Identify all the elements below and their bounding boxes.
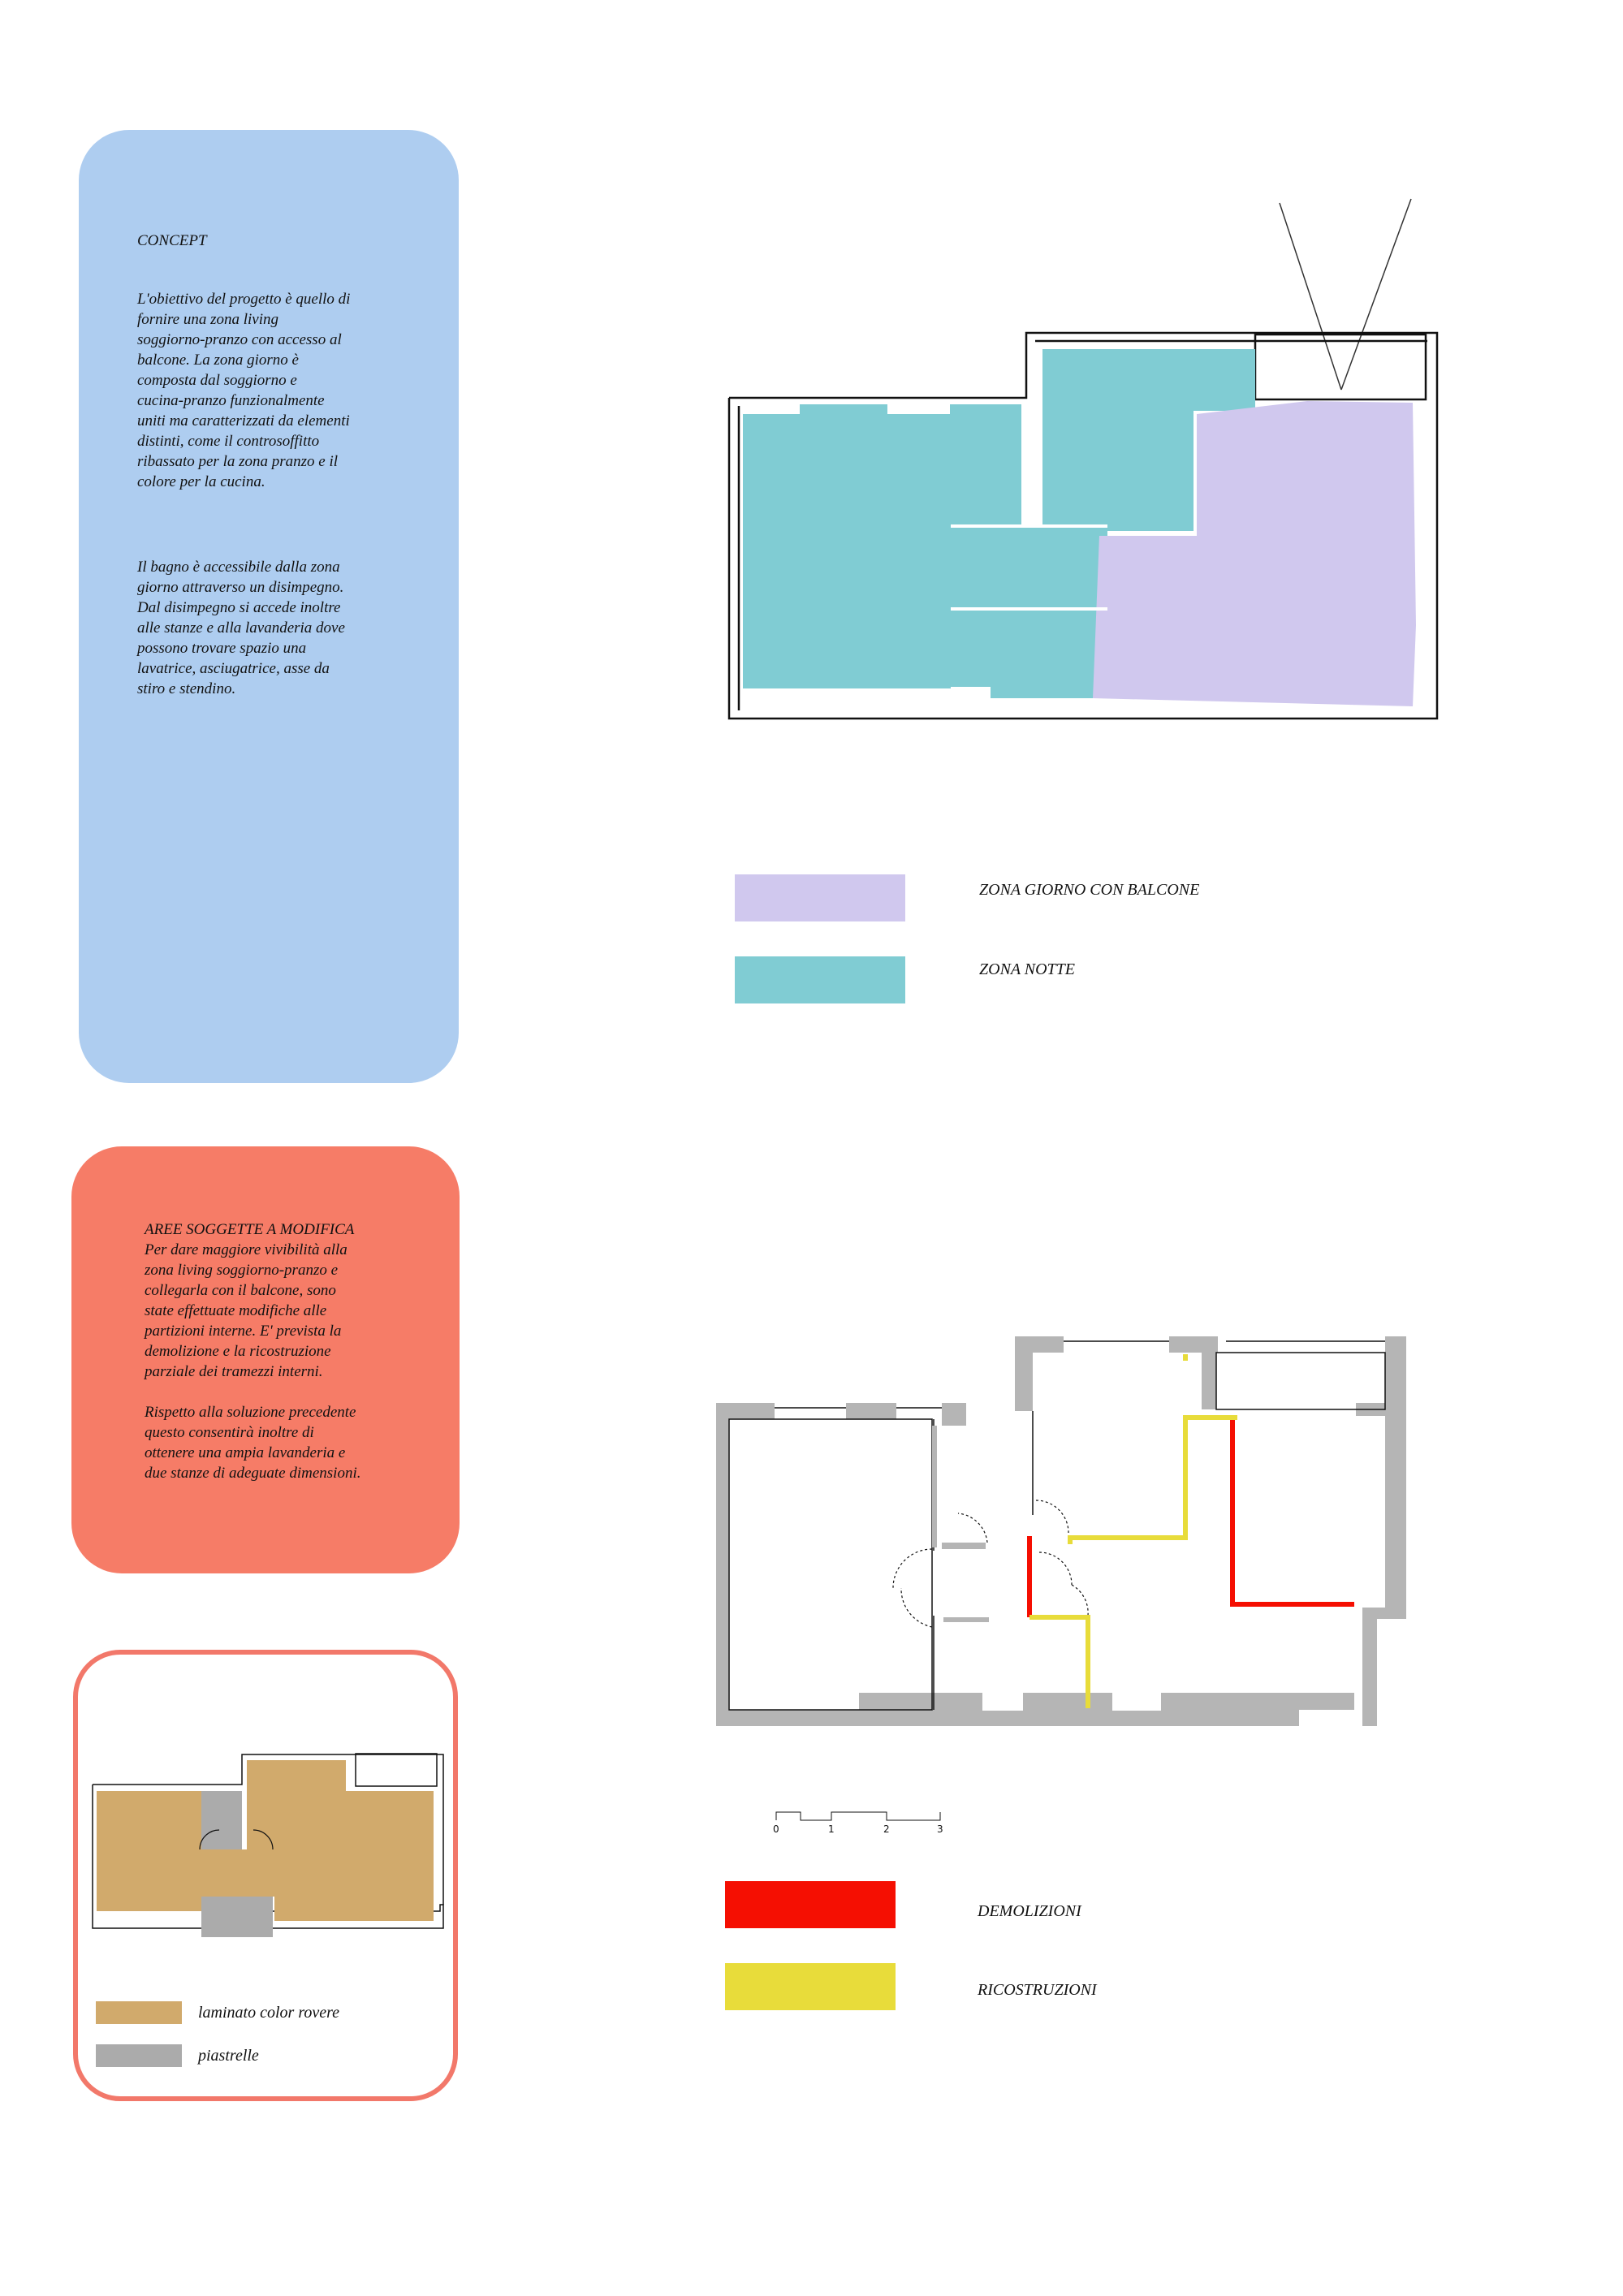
demolizioni-swatch xyxy=(725,1881,896,1928)
concept-paragraph-1: L'obiettivo del progetto è quello di fornire una zona living soggiorno-pranzo con accesso al balcone. La zona giorno è composta dal soggiorno e cucina-pranzo funzionalmente uniti ma caratterizzati da elementi distinti, come il controsoffitto ribassato per la zona pranzo e il colore per la cucina. xyxy=(137,291,351,490)
modifications-plan xyxy=(706,1323,1518,1835)
zona-giorno-label: ZONA GIORNO CON BALCONE xyxy=(979,881,1200,899)
zona-giorno-swatch xyxy=(735,874,905,921)
modifica-paragraph-2: Rispetto alla soluzione precedente questo consentirà inoltre di ottenere una ampia lavanderia e due stanze di adeguate dimensioni. xyxy=(145,1404,361,1482)
materials-panel xyxy=(73,1650,458,2101)
tiles-label: piastrelle xyxy=(198,2047,259,2065)
modifica-heading: AREE SOGGETTE A MODIFICA xyxy=(145,1221,355,1238)
north-arrow xyxy=(1280,199,1411,390)
flooring-plan xyxy=(78,1655,463,1866)
modifica-panel xyxy=(71,1146,460,1573)
zones-plan xyxy=(706,179,1518,812)
modifica-paragraph-1: Per dare maggiore vivibilità alla zona living soggiorno-pranzo e collegarla con il balcone, sono state effettuate modifiche alle partizioni interne. E' prevista la demolizione e la ricostruzione parziale dei tramezzi interni. xyxy=(145,1241,347,1380)
ricostruzioni-swatch xyxy=(725,1963,896,2010)
scale-bar xyxy=(776,1812,940,1820)
ricostruzioni-label: RICOSTRUZIONI xyxy=(978,1981,1097,1999)
demolitions xyxy=(1029,1418,1354,1617)
concept-paragraph-2: Il bagno è accessibile dalla zona giorno attraverso un disimpegno. Dal disimpegno si accede inoltre alle stanze e alla lavanderia dove possono trovare spazio una lavatrice, asciugatrice, asse da stiro e stendino. xyxy=(137,559,345,697)
laminate-label: laminato color rovere xyxy=(198,2004,340,2022)
demolizioni-label: DEMOLIZIONI xyxy=(978,1902,1081,1920)
tiles-swatch xyxy=(96,2044,182,2067)
scale-tick-1: 1 xyxy=(828,1823,835,1835)
zona-notte-swatch xyxy=(735,956,905,1003)
zona-notte-label: ZONA NOTTE xyxy=(979,960,1076,978)
scale-tick-0: 0 xyxy=(773,1823,779,1835)
concept-panel xyxy=(79,130,459,1083)
laminate-swatch xyxy=(96,2001,182,2024)
scale-tick-2: 2 xyxy=(883,1823,890,1835)
scale-tick-3: 3 xyxy=(937,1823,943,1835)
scale-bar-ticks xyxy=(773,1823,943,1835)
concept-heading: CONCEPT xyxy=(137,232,207,249)
